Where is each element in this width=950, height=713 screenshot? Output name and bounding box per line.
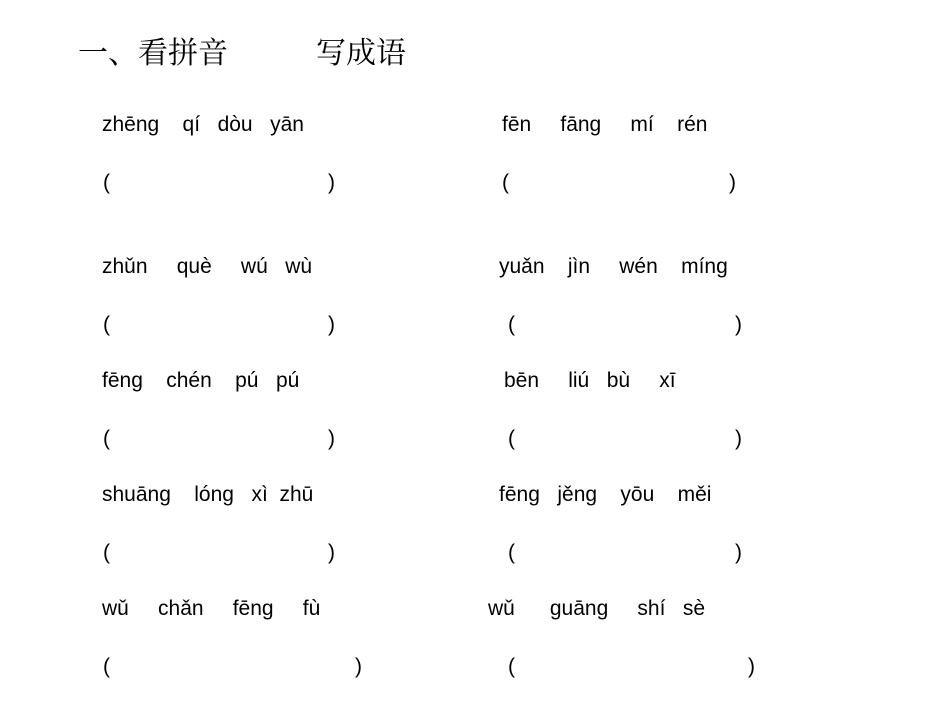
answer-close-paren-left: )	[328, 427, 335, 450]
answer-open-paren-left: (	[103, 427, 110, 450]
pinyin-prompt-right: bēn liú bù xī	[504, 369, 676, 392]
answer-open-paren-right: (	[502, 171, 509, 194]
answer-open-paren-right: (	[508, 313, 515, 336]
pinyin-prompt-left: wǔ chǎn fēng fù	[102, 597, 321, 620]
answer-close-paren-left: )	[328, 541, 335, 564]
answer-close-paren-left: )	[328, 171, 335, 194]
answer-open-paren-left: (	[103, 655, 110, 678]
pinyin-prompt-right: fēng jěng yōu měi	[499, 483, 712, 506]
answer-open-paren-left: (	[103, 313, 110, 336]
answer-open-paren-right: (	[508, 427, 515, 450]
pinyin-prompt-right: wǔ guāng shí sè	[488, 597, 706, 620]
answer-close-paren-right: )	[735, 427, 742, 450]
section-title: 一、看拼音	[78, 36, 228, 71]
answer-close-paren-left: )	[328, 313, 335, 336]
answer-close-paren-right: )	[748, 655, 755, 678]
pinyin-prompt-left: fēng chén pú pú	[102, 369, 300, 392]
answer-close-paren-right: )	[735, 313, 742, 336]
answer-open-paren-left: (	[103, 171, 110, 194]
answer-open-paren-left: (	[103, 541, 110, 564]
answer-open-paren-right: (	[508, 655, 515, 678]
answer-close-paren-left: )	[355, 655, 362, 678]
answer-close-paren-right: )	[735, 541, 742, 564]
answer-open-paren-right: (	[508, 541, 515, 564]
pinyin-prompt-left: shuāng lóng xì zhū	[102, 483, 314, 506]
pinyin-prompt-right: yuǎn jìn wén míng	[499, 255, 728, 278]
pinyin-prompt-right: fēn fāng mí rén	[502, 113, 708, 136]
pinyin-prompt-left: zhēng qí dòu yān	[102, 113, 304, 136]
section-instruction: 写成语	[316, 36, 406, 71]
pinyin-prompt-left: zhǔn què wú wù	[102, 255, 313, 278]
answer-close-paren-right: )	[729, 171, 736, 194]
